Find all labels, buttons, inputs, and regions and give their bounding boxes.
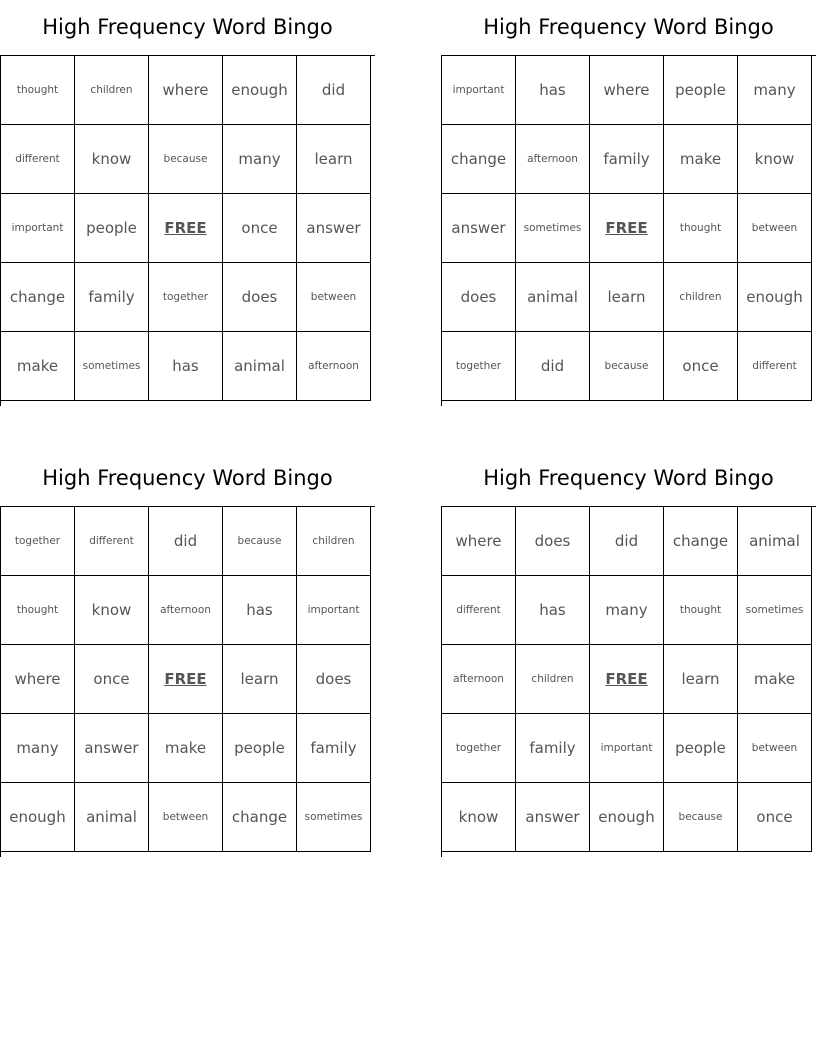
bingo-cell: where [1, 645, 75, 714]
bingo-cell: know [75, 125, 149, 194]
bingo-cell: make [1, 332, 75, 401]
bingo-cell: does [223, 263, 297, 332]
bingo-cell: important [442, 56, 516, 125]
bingo-cell: many [223, 125, 297, 194]
bingo-cell: learn [664, 645, 738, 714]
bingo-cell: different [1, 125, 75, 194]
bingo-cell: between [297, 263, 371, 332]
bingo-grid [441, 506, 816, 857]
bingo-cell: thought [664, 576, 738, 645]
bingo-cell: animal [75, 783, 149, 852]
bingo-cell: between [738, 714, 812, 783]
bingo-cell: make [149, 714, 223, 783]
bingo-cell: important [590, 714, 664, 783]
bingo-cell: change [223, 783, 297, 852]
bingo-cell: enough [738, 263, 812, 332]
bingo-grid [441, 55, 816, 406]
bingo-cell: many [1, 714, 75, 783]
bingo-cell: thought [1, 576, 75, 645]
bingo-cell: where [442, 507, 516, 576]
bingo-cell: answer [442, 194, 516, 263]
bingo-cell: people [664, 56, 738, 125]
bingo-cell: because [149, 125, 223, 194]
bingo-cell: important [1, 194, 75, 263]
bingo-cell: people [75, 194, 149, 263]
bingo-cell: people [664, 714, 738, 783]
card-title: High Frequency Word Bingo [483, 466, 774, 490]
bingo-grid [0, 506, 375, 857]
bingo-cell: animal [223, 332, 297, 401]
bingo-cell: because [590, 332, 664, 401]
bingo-cell: does [516, 507, 590, 576]
card-title: High Frequency Word Bingo [483, 15, 774, 39]
bingo-cell: because [223, 507, 297, 576]
bingo-cell: does [442, 263, 516, 332]
bingo-cell: thought [1, 56, 75, 125]
free-space: FREE [149, 194, 223, 263]
bingo-cell: did [149, 507, 223, 576]
bingo-cell: children [75, 56, 149, 125]
bingo-cell: make [738, 645, 812, 714]
bingo-cell: between [149, 783, 223, 852]
free-space: FREE [590, 194, 664, 263]
free-space: FREE [149, 645, 223, 714]
bingo-cell: family [75, 263, 149, 332]
bingo-cell: animal [516, 263, 590, 332]
bingo-cell: sometimes [516, 194, 590, 263]
bingo-cell: answer [75, 714, 149, 783]
bingo-cell: know [738, 125, 812, 194]
bingo-cell: thought [664, 194, 738, 263]
bingo-cell: because [664, 783, 738, 852]
bingo-cell: together [1, 507, 75, 576]
bingo-cell: where [590, 56, 664, 125]
bingo-cell: has [516, 56, 590, 125]
bingo-cell: change [1, 263, 75, 332]
bingo-cell: learn [297, 125, 371, 194]
bingo-cell: together [442, 332, 516, 401]
bingo-cell: enough [590, 783, 664, 852]
bingo-cell: people [223, 714, 297, 783]
bingo-cell: has [516, 576, 590, 645]
bingo-cell: afternoon [149, 576, 223, 645]
bingo-cell: where [149, 56, 223, 125]
bingo-cell: family [516, 714, 590, 783]
bingo-cell: children [664, 263, 738, 332]
bingo-cell: once [664, 332, 738, 401]
bingo-cell: answer [297, 194, 371, 263]
bingo-cell: afternoon [516, 125, 590, 194]
bingo-cell: answer [516, 783, 590, 852]
bingo-cell: animal [738, 507, 812, 576]
card-title: High Frequency Word Bingo [42, 15, 333, 39]
bingo-cell: together [442, 714, 516, 783]
bingo-cell: afternoon [297, 332, 371, 401]
bingo-cell: did [516, 332, 590, 401]
bingo-cell: many [590, 576, 664, 645]
bingo-cell: between [738, 194, 812, 263]
bingo-cell: has [149, 332, 223, 401]
bingo-cell: change [664, 507, 738, 576]
bingo-cell: enough [1, 783, 75, 852]
bingo-cell: family [297, 714, 371, 783]
bingo-cell: know [75, 576, 149, 645]
bingo-cell: did [590, 507, 664, 576]
bingo-cell: once [738, 783, 812, 852]
bingo-cell: has [223, 576, 297, 645]
bingo-cell: does [297, 645, 371, 714]
bingo-cell: family [590, 125, 664, 194]
bingo-cell: make [664, 125, 738, 194]
bingo-cell: sometimes [738, 576, 812, 645]
bingo-cell: once [75, 645, 149, 714]
bingo-cell: important [297, 576, 371, 645]
bingo-cell: once [223, 194, 297, 263]
bingo-cell: sometimes [75, 332, 149, 401]
bingo-cell: different [442, 576, 516, 645]
bingo-cell: know [442, 783, 516, 852]
bingo-cell: children [516, 645, 590, 714]
card-title: High Frequency Word Bingo [42, 466, 333, 490]
free-space: FREE [590, 645, 664, 714]
bingo-cell: enough [223, 56, 297, 125]
bingo-cell: did [297, 56, 371, 125]
bingo-grid [0, 55, 375, 406]
bingo-cell: together [149, 263, 223, 332]
bingo-cell: different [75, 507, 149, 576]
bingo-cell: sometimes [297, 783, 371, 852]
bingo-cell: children [297, 507, 371, 576]
bingo-cell: learn [590, 263, 664, 332]
bingo-cell: change [442, 125, 516, 194]
bingo-cell: afternoon [442, 645, 516, 714]
bingo-cell: many [738, 56, 812, 125]
bingo-cell: learn [223, 645, 297, 714]
bingo-cell: different [738, 332, 812, 401]
